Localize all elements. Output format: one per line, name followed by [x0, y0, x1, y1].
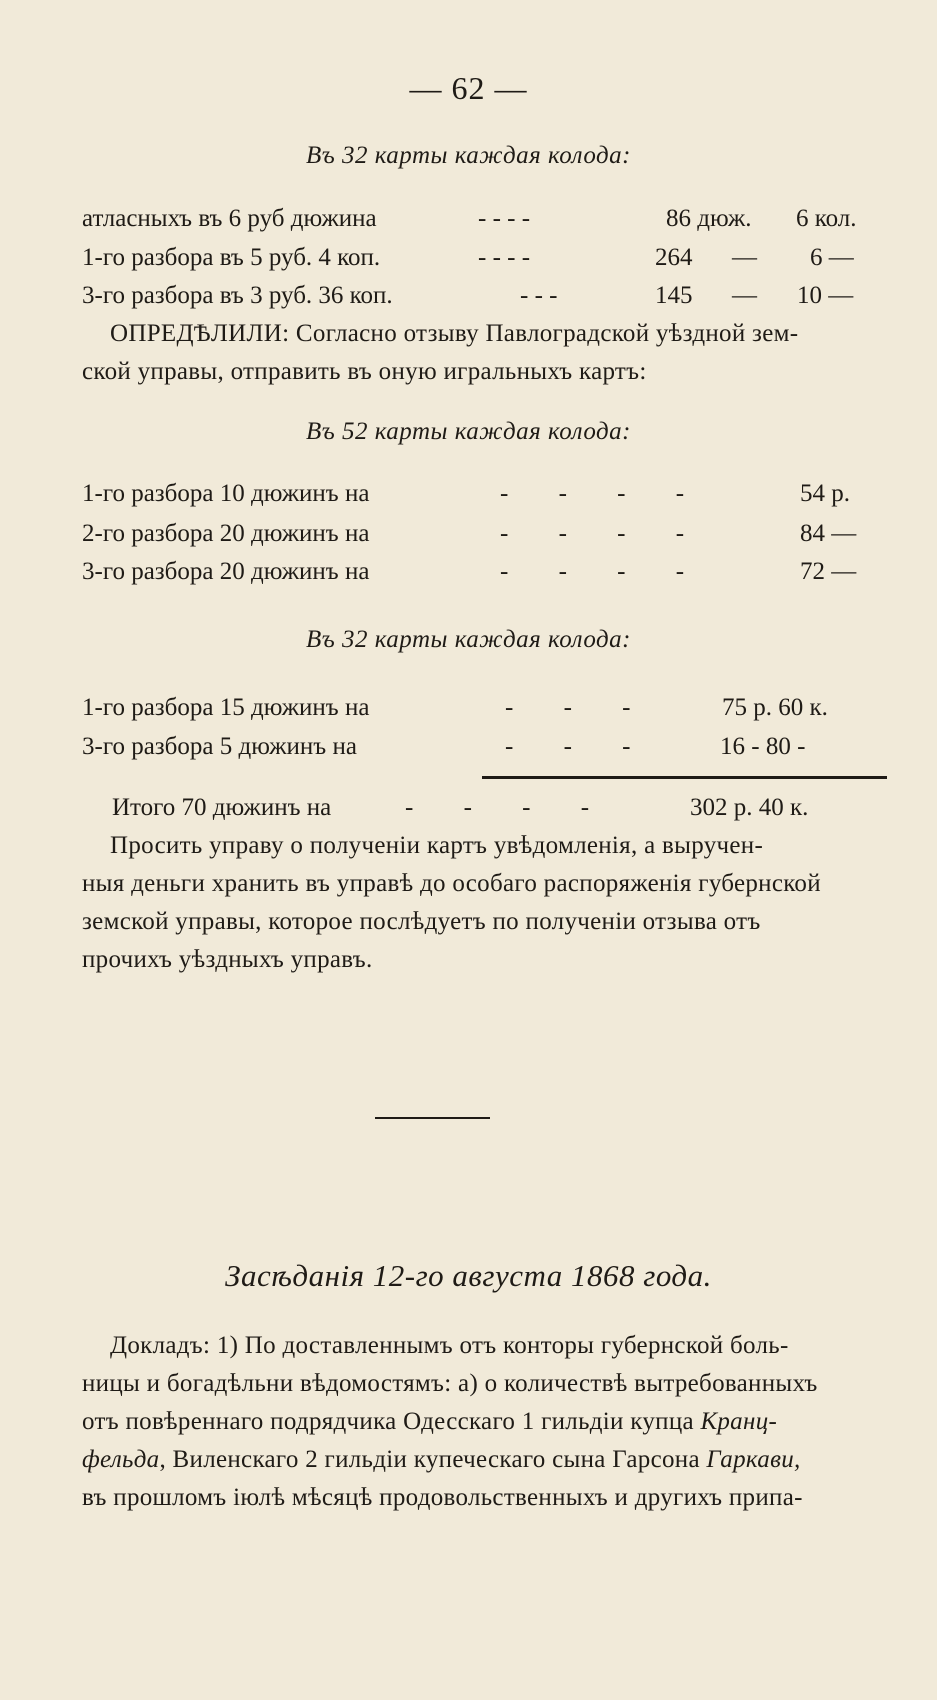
- total-dashes: - - - -: [405, 794, 612, 821]
- row-quantity: 264: [655, 244, 693, 271]
- row-label: 1-го разбора въ 5 руб. 4 коп.: [82, 244, 381, 271]
- row-label: 1-го разбора 10 дюжинъ на: [82, 480, 370, 507]
- report-line: [82, 1408, 887, 1436]
- session-title: Засѣданія 12-го августа 1868 года.: [225, 1258, 712, 1293]
- report-text: отъ повѣреннаго подрядчика Одесскаго 1 гильдіи купца: [82, 1408, 701, 1435]
- sum-rule: [482, 776, 887, 779]
- report-name: фельда: [82, 1446, 160, 1473]
- row-value: 84 —: [800, 520, 857, 547]
- report-name: Кранц-: [700, 1408, 778, 1435]
- report-line: [82, 1446, 887, 1474]
- resolution-line: ОПРЕДѢЛИЛИ: Согласно отзыву Павлоградской уѣздной зем-: [110, 320, 799, 347]
- row-value: 6 —: [810, 244, 854, 271]
- total-value: 302 р. 40 к.: [690, 794, 809, 821]
- row-label: 3-го разбора 20 дюжинъ на: [82, 558, 370, 585]
- total-label: Итого 70 дюжинъ на: [112, 794, 332, 821]
- row-label: атласныхъ въ 6 руб дюжина: [82, 205, 377, 232]
- request-line: земской управы, которое послѣдуетъ по полученіи отзыва отъ: [82, 908, 761, 935]
- row-label: 2-го разбора 20 дюжинъ на: [82, 520, 370, 547]
- total-row: [0, 794, 937, 830]
- row-label: 1-го разбора 15 дюжинъ на: [82, 694, 370, 721]
- request-line: Просить управу о полученіи картъ увѣдомленія, а выручен-: [110, 832, 764, 859]
- row-value: 72 —: [800, 558, 857, 585]
- table-row: [0, 520, 937, 556]
- row-dashes: - - - -: [478, 244, 531, 271]
- report-line: въ прошломъ іюлѣ мѣсяцѣ продовольственныхъ и другихъ припа-: [82, 1484, 803, 1511]
- row-label: 3-го разбора 5 дюжинъ на: [82, 733, 357, 760]
- report-line: ницы и богадѣльни вѣдомостямъ: а) о количествѣ вытребованныхъ: [82, 1370, 818, 1397]
- table-row: [0, 694, 937, 730]
- row-dashes: - - -: [505, 733, 653, 760]
- row-value: 10 —: [797, 282, 854, 309]
- row-dashes: - - - -: [500, 480, 707, 507]
- row-dashes: - - -: [505, 694, 653, 721]
- table-row: [0, 282, 937, 318]
- row-dashes: - - -: [520, 282, 558, 309]
- row-quantity: 145: [655, 282, 693, 309]
- table-row: [0, 733, 937, 769]
- request-line: ныя деньги хранить въ управѣ до особаго распоряженія губернской: [82, 870, 821, 897]
- row-value: 54 р.: [800, 480, 850, 507]
- row-value: 16 - 80 -: [720, 733, 806, 760]
- row-value: 6 кол.: [796, 205, 857, 232]
- table-row: [0, 205, 937, 241]
- section-divider: [375, 1117, 490, 1119]
- row-quantity: 86 дюж.: [666, 205, 752, 232]
- report-name: Гаркави,: [706, 1446, 801, 1473]
- section-heading: Въ 32 карты каждая колода:: [305, 626, 632, 653]
- report-line: Докладъ: 1) По доставленнымъ отъ конторы губернской боль-: [110, 1332, 789, 1359]
- resolution-line: ской управы, отправить въ оную игральныхъ картъ:: [82, 358, 647, 385]
- table-row: [0, 244, 937, 280]
- section-heading: Въ 52 карты каждая колода:: [305, 418, 632, 445]
- row-separator: —: [732, 244, 757, 271]
- row-separator: —: [732, 282, 757, 309]
- row-dashes: - - - -: [500, 558, 707, 585]
- row-dashes: - - - -: [500, 520, 707, 547]
- request-line: прочихъ уѣздныхъ управъ.: [82, 946, 373, 973]
- table-row: [0, 558, 937, 594]
- page-number: — 62 —: [409, 70, 528, 106]
- row-value: 75 р. 60 к.: [722, 694, 828, 721]
- row-label: 3-го разбора въ 3 руб. 36 коп.: [82, 282, 393, 309]
- report-text: , Виленскаго 2 гильдіи купеческаго сына Гарсона: [159, 1446, 707, 1473]
- section-heading: Въ 32 карты каждая колода:: [305, 142, 632, 169]
- table-row: [0, 480, 937, 516]
- row-dashes: - - - -: [478, 205, 531, 232]
